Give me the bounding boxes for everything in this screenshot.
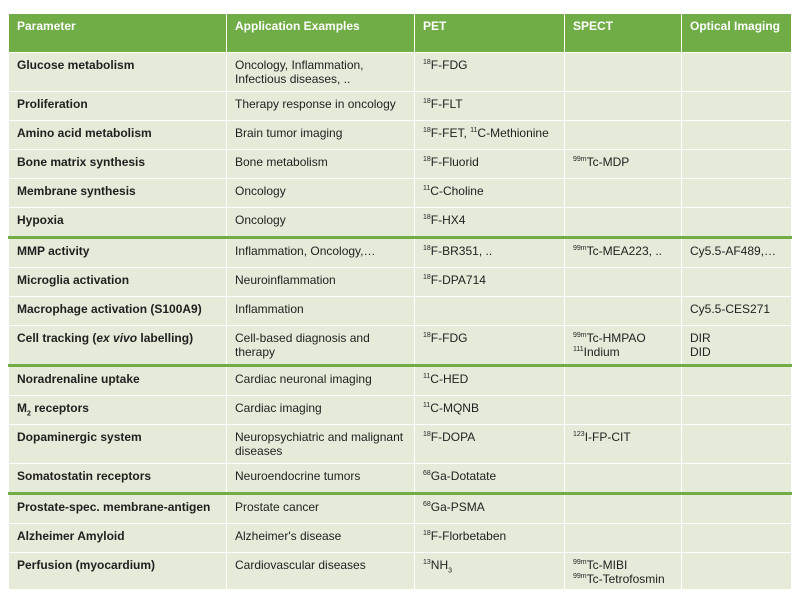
pet-cell [415,553,565,590]
table-row [9,297,792,326]
pet-cell [415,150,565,179]
optical-cell [682,524,792,553]
pet-cell [415,297,565,326]
imaging-parameters-table [8,13,792,590]
optical-cell [682,553,792,590]
tracer-name: $^{11}$C-Choline [423,184,484,198]
pet-cell [415,396,565,425]
isotope-mass: 99m [573,559,587,566]
parameter-cell: Cell tracking (ex vivo labelling) [9,326,227,366]
tracer-name: $^{11}$C-HED [423,372,469,386]
tracer-name: $^{18}$F-FLT [423,97,463,111]
tracer-name: $^{11}$C-MQNB [423,401,479,415]
application-cell: Cell-based diagnosis and therapy [227,326,415,366]
isotope-mass: 18 [423,214,431,221]
optical-cell [682,326,792,366]
isotope-mass: 99m [573,332,587,339]
pet-cell [415,179,565,208]
parameter-cell: MMP activity [9,238,227,268]
header-parameter: Parameter [9,14,227,53]
tracer-name: $^{99m}$Tc-MIBI [573,558,628,572]
parameter-subscript: 2 [27,410,31,418]
spect-cell [565,179,682,208]
parameter-italic: ex vivo [96,331,138,345]
spect-cell [565,208,682,238]
pet-cell [415,53,565,92]
spect-cell [565,238,682,268]
tracer-name: $^{18}$F-DOPA [423,430,476,444]
pet-cell [415,366,565,396]
isotope-mass: 18 [423,98,431,105]
tracer-name: $^{18}$F-Florbetaben [423,529,507,543]
isotope-mass: 18 [423,245,431,252]
application-cell: Oncology [227,208,415,238]
pet-cell [415,121,565,150]
isotope-mass: 18 [423,127,431,134]
formula-subscript: 3 [448,567,453,575]
pet-cell [415,494,565,524]
application-cell: Cardiac imaging [227,396,415,425]
application-cell: Oncology, Inflammation, Infectious diseases, .. [227,53,415,92]
spect-cell [565,553,682,590]
header-application-examples: Application Examples [227,14,415,53]
parameter-cell: Amino acid metabolism [9,121,227,150]
parameter-cell: Hypoxia [9,208,227,238]
spect-cell [565,425,682,464]
parameter-cell: Bone matrix synthesis [9,150,227,179]
table-row [9,179,792,208]
spect-cell [565,326,682,366]
table-row [9,268,792,297]
optical-probe: Cy5.5-AF489,… [690,244,777,258]
spect-cell [565,121,682,150]
isotope-mass: 68 [423,501,431,508]
pet-cell [415,92,565,121]
isotope-mass: 99m [573,573,587,580]
application-cell: Therapy response in oncology [227,92,415,121]
application-cell: Cardiovascular diseases [227,553,415,590]
optical-probe: Cy5.5-CES271 [690,302,771,316]
tracer-name: $^{68}$Ga-PSMA [423,500,485,514]
optical-cell [682,238,792,268]
isotope-mass: 18 [423,332,431,339]
spect-cell [565,366,682,396]
pet-cell [415,268,565,297]
spect-cell [565,268,682,297]
parameter-cell: Prostate-spec. membrane-antigen [9,494,227,524]
optical-cell [682,366,792,396]
table-row [9,524,792,553]
header-pet: PET [415,14,565,53]
pet-cell [415,238,565,268]
application-cell: Inflammation [227,297,415,326]
application-cell: Neuropsychiatric and malignant diseases [227,425,415,464]
parameter-cell: Alzheimer Amyloid [9,524,227,553]
isotope-mass: 11 [423,373,431,380]
spect-cell [565,53,682,92]
table-row [9,494,792,524]
optical-cell [682,494,792,524]
optical-cell [682,396,792,425]
tracer-name: $^{18}$F-BR351, .. [423,244,493,258]
parameter-cell: Proliferation [9,92,227,121]
spect-cell [565,92,682,121]
isotope-mass: 99m [573,156,587,163]
optical-cell [682,92,792,121]
optical-cell [682,121,792,150]
optical-cell [682,53,792,92]
tracer-name: $^{99m}$Tc-HMPAO [573,331,646,345]
table-row [9,92,792,121]
isotope-mass: 18 [423,431,431,438]
isotope-mass: 11 [470,127,478,134]
application-cell: Prostate cancer [227,494,415,524]
tracer-name: $^{18}$F-FET, [423,126,471,140]
header-spect: SPECT [565,14,682,53]
table-body [9,53,792,590]
isotope-mass: 18 [423,530,431,537]
pet-cell [415,326,565,366]
header-optical-imaging: Optical Imaging [682,14,792,53]
optical-cell [682,268,792,297]
parameter-cell: Microglia activation [9,268,227,297]
table-row [9,553,792,590]
tracer-name: $^{123}$I-FP-CIT [573,430,631,444]
parameter-cell: Somatostatin receptors [9,464,227,494]
application-cell: Neuroinflammation [227,268,415,297]
application-cell: Neuroendocrine tumors [227,464,415,494]
optical-cell [682,179,792,208]
tracer-name: $^{11}$C-Methionine [470,126,549,140]
isotope-mass: 18 [423,274,431,281]
pet-cell [415,524,565,553]
tracer-name: $^{18}$F-FDG [423,58,468,72]
spect-cell [565,396,682,425]
isotope-mass: 18 [423,156,431,163]
parameter-cell: Macrophage activation (S100A9) [9,297,227,326]
isotope-mass: 11 [423,402,431,409]
application-cell: Alzheimer's disease [227,524,415,553]
application-cell: Inflammation, Oncology,… [227,238,415,268]
application-cell: Cardiac neuronal imaging [227,366,415,396]
tracer-name: $^{99m}$Tc-MDP [573,155,630,169]
isotope-mass: 13 [423,559,431,566]
spect-cell [565,494,682,524]
table-row [9,326,792,366]
isotope-mass: 18 [423,59,431,66]
tracer-name: $^{68}$Ga-Dotatate [423,469,497,483]
tracer-name: $^{99m}$Tc-MEA223, .. [573,244,662,258]
spect-cell [565,297,682,326]
isotope-mass: 111 [573,346,584,353]
pet-cell [415,425,565,464]
optical-probe: DID [690,345,711,359]
optical-cell [682,297,792,326]
table-row [9,396,792,425]
optical-probe: DIR [690,331,711,345]
table-row [9,150,792,179]
optical-cell [682,150,792,179]
table-row [9,425,792,464]
isotope-mass: 123 [573,431,585,438]
isotope-mass: 68 [423,470,431,477]
tracer-name: $^{99m}$Tc-Tetrofosmin [573,572,665,586]
application-cell: Brain tumor imaging [227,121,415,150]
tracer-name: $^{18}$F-HX4 [423,213,466,227]
application-cell: Oncology [227,179,415,208]
optical-cell [682,425,792,464]
tracer-table-container [8,13,791,590]
parameter-cell: Membrane synthesis [9,179,227,208]
pet-cell [415,208,565,238]
application-cell: Bone metabolism [227,150,415,179]
parameter-cell: $M_2$ receptors [9,396,227,425]
parameter-cell: Noradrenaline uptake [9,366,227,396]
spect-cell [565,150,682,179]
table-row [9,53,792,92]
tracer-name: $^{18}$F-DPA714 [423,273,486,287]
table-row [9,208,792,238]
table-header [9,14,792,53]
spect-cell [565,524,682,553]
parameter-cell: Perfusion (myocardium) [9,553,227,590]
optical-cell [682,464,792,494]
tracer-name: $^{13}NH_3$ [423,558,453,575]
parameter-cell: Dopaminergic system [9,425,227,464]
spect-cell [565,464,682,494]
optical-cell [682,208,792,238]
header-row [9,14,792,53]
pet-cell [415,464,565,494]
tracer-name: $^{111}$Indium [573,345,620,359]
table-row [9,121,792,150]
table-row [9,238,792,268]
table-row [9,464,792,494]
table-row [9,366,792,396]
tracer-name: $^{18}$F-Fluorid [423,155,479,169]
tracer-name: $^{18}$F-FDG [423,331,468,345]
isotope-mass: 99m [573,245,587,252]
isotope-mass: 11 [423,185,431,192]
parameter-cell: Glucose metabolism [9,53,227,92]
